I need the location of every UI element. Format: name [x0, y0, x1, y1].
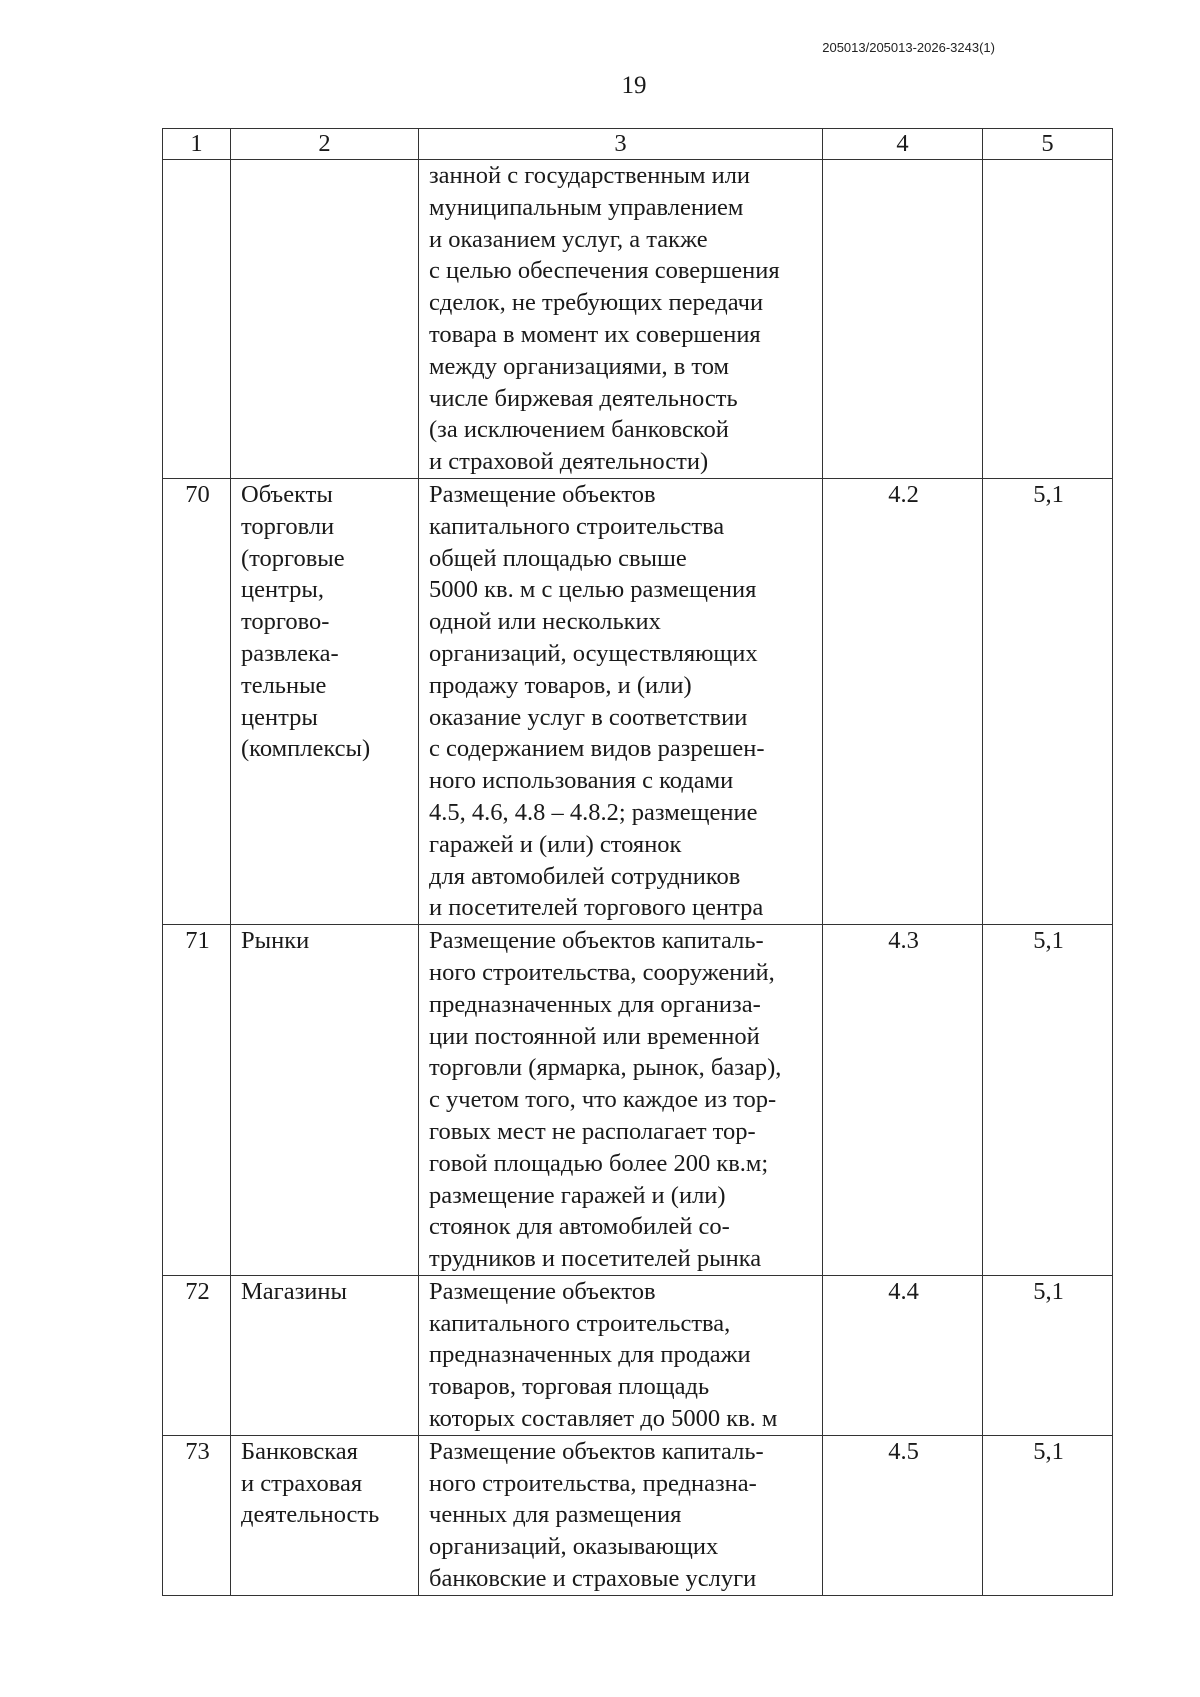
row-number: 70 [163, 478, 231, 924]
use-code [823, 160, 983, 479]
document-reference: 205013/205013-2026-3243(1) [822, 40, 995, 55]
table-row [163, 1275, 1113, 1435]
use-description: Размещение объектов капиталь- ного строительства, сооружений, предназначенных для организа- ции постоянной или временной торговли (ярмарка, рынок, базар), с учетом того, что каждое из тор- говых мест не располагает тор- говой площадью более 200 кв.м; размещение гаражей и (или) стоянок для автомобилей со- трудников и посетителей рынка [419, 925, 823, 1276]
use-parameter: 5,1 [983, 925, 1113, 1276]
use-parameter: 5,1 [983, 478, 1113, 924]
column-header-3: 3 [419, 129, 823, 160]
land-use-table [162, 128, 1113, 1596]
use-description: Размещение объектов капитального строительства общей площадью свыше 5000 кв. м с целью размещения одной или нескольких организаций, осуществляющих продажу товаров, и (или) оказание услуг в соответствии с содержанием видов разрешен- ного использования с кодами 4.5, 4.6, 4.8 – 4.8.2; размещение гаражей и (или) стоянок для автомобилей сотрудников и посетителей торгового центра [419, 478, 823, 924]
table-header-row [163, 129, 1113, 160]
use-description: Размещение объектов капитального строительства, предназначенных для продажи товаров, торговая площадь которых составляет до 5000 кв. м [419, 1275, 823, 1435]
use-code: 4.5 [823, 1435, 983, 1595]
use-name: Рынки [231, 925, 419, 1276]
use-code: 4.2 [823, 478, 983, 924]
use-code: 4.4 [823, 1275, 983, 1435]
use-description: Размещение объектов капиталь- ного строительства, предназна- ченных для размещения организаций, оказывающих банковские и страховые услуги [419, 1435, 823, 1595]
use-name: Магазины [231, 1275, 419, 1435]
page-number: 19 [621, 72, 647, 99]
table-row [163, 160, 1113, 479]
use-code: 4.3 [823, 925, 983, 1276]
row-number: 73 [163, 1435, 231, 1595]
row-number: 72 [163, 1275, 231, 1435]
column-header-4: 4 [823, 129, 983, 160]
use-name: Банковская и страховая деятельность [231, 1435, 419, 1595]
use-name: Объекты торговли (торговые центры, торгово- развлека- тельные центры (комплексы) [231, 478, 419, 924]
column-header-1: 1 [163, 129, 231, 160]
table-row [163, 925, 1113, 1276]
use-name [231, 160, 419, 479]
column-header-2: 2 [231, 129, 419, 160]
use-description: занной с государственным или муниципальным управлением и оказанием услуг, а также с целью обеспечения совершения сделок, не требующих передачи товара в момент их совершения между организациями, в том числе биржевая деятельность (за исключением банковской и страховой деятельности) [419, 160, 823, 479]
row-number: 71 [163, 925, 231, 1276]
table-row [163, 1435, 1113, 1595]
row-number [163, 160, 231, 479]
use-parameter [983, 160, 1113, 479]
table-row [163, 478, 1113, 924]
use-parameter: 5,1 [983, 1435, 1113, 1595]
column-header-5: 5 [983, 129, 1113, 160]
use-parameter: 5,1 [983, 1275, 1113, 1435]
